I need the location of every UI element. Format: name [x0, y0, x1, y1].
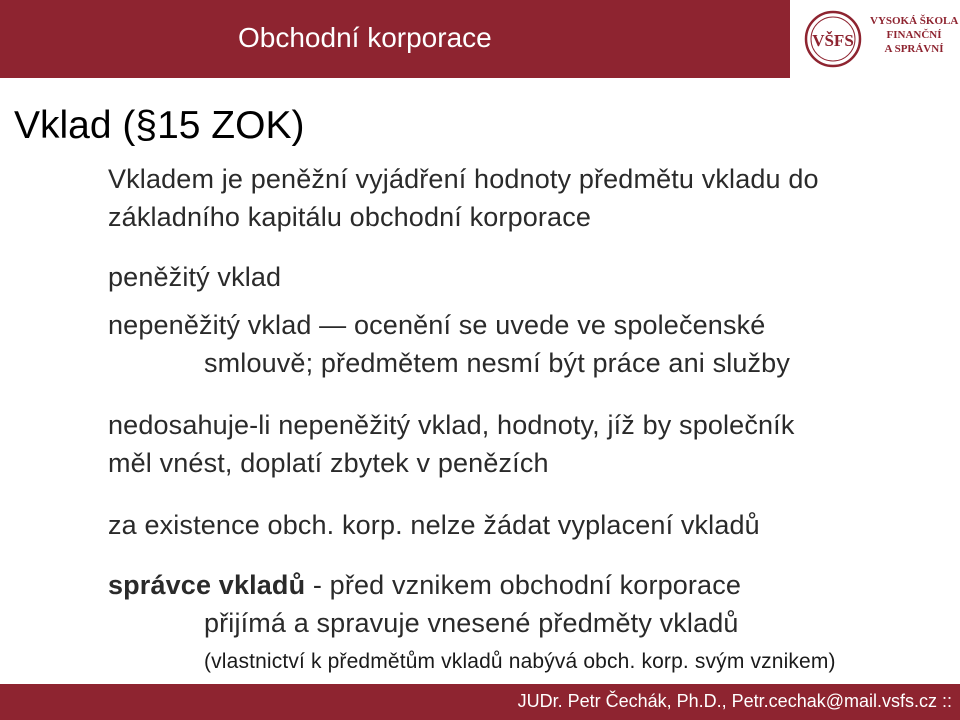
nepenezity-line-2: smlouvě; předmětem nesmí být práce ani služby [204, 348, 790, 378]
spravce-line-2: přijímá a spravuje vnesené předměty vkladů [204, 608, 739, 638]
penezity-paragraph [108, 258, 938, 296]
existence-line: za existence obch. korp. nelze žádat vyplacení vkladů [108, 510, 760, 540]
spravce-rest: - před vznikem obchodní korporace [305, 570, 742, 600]
school-logo [790, 0, 960, 78]
logo-line-3: A SPRÁVNÍ [884, 43, 944, 55]
nepenezity-line-1: nepeněžitý vklad — ocenění se uvede ve společenské [108, 310, 766, 340]
definition-line-2: základního kapitálu obchodní korporace [108, 202, 592, 232]
footer-bar [0, 684, 960, 720]
logo-line-1: VYSOKÁ ŠKOLA [870, 15, 959, 27]
nepenezity-paragraph [108, 306, 938, 382]
slide-title: Vklad (§15 ZOK) [14, 104, 305, 147]
spravce-paragraph [108, 566, 938, 676]
spravce-line-1 [108, 566, 938, 604]
existence-paragraph [108, 506, 938, 544]
definition-line-1: Vkladem je peněžní vyjádření hodnoty předmětu vkladu do [108, 164, 819, 194]
spravce-note: (vlastnictví k předmětům vkladů nabývá obch. korp. svým vznikem) [204, 650, 836, 673]
nedosahuje-line-1: nedosahuje-li nepeněžitý vklad, hodnoty, jíž by společník [108, 410, 795, 440]
spravce-term: správce vkladů [108, 570, 306, 600]
vsfs-seal-icon [804, 10, 862, 68]
footer-author: JUDr. Petr Čechák, Ph.D., Petr.cechak@mail.vsfs.cz :: [517, 691, 952, 711]
header-bar [0, 0, 790, 78]
logo-line-2: FINANČNÍ [886, 29, 942, 41]
nedosahuje-paragraph [108, 406, 938, 482]
nedosahuje-line-2: měl vnést, doplatí zbytek v penězích [108, 448, 549, 478]
logo-text [870, 14, 958, 56]
header-title: Obchodní korporace [238, 22, 492, 53]
definition-paragraph [108, 160, 938, 236]
penezity-line: peněžitý vklad [108, 262, 282, 292]
logo-monogram: VŠFS [812, 31, 854, 50]
